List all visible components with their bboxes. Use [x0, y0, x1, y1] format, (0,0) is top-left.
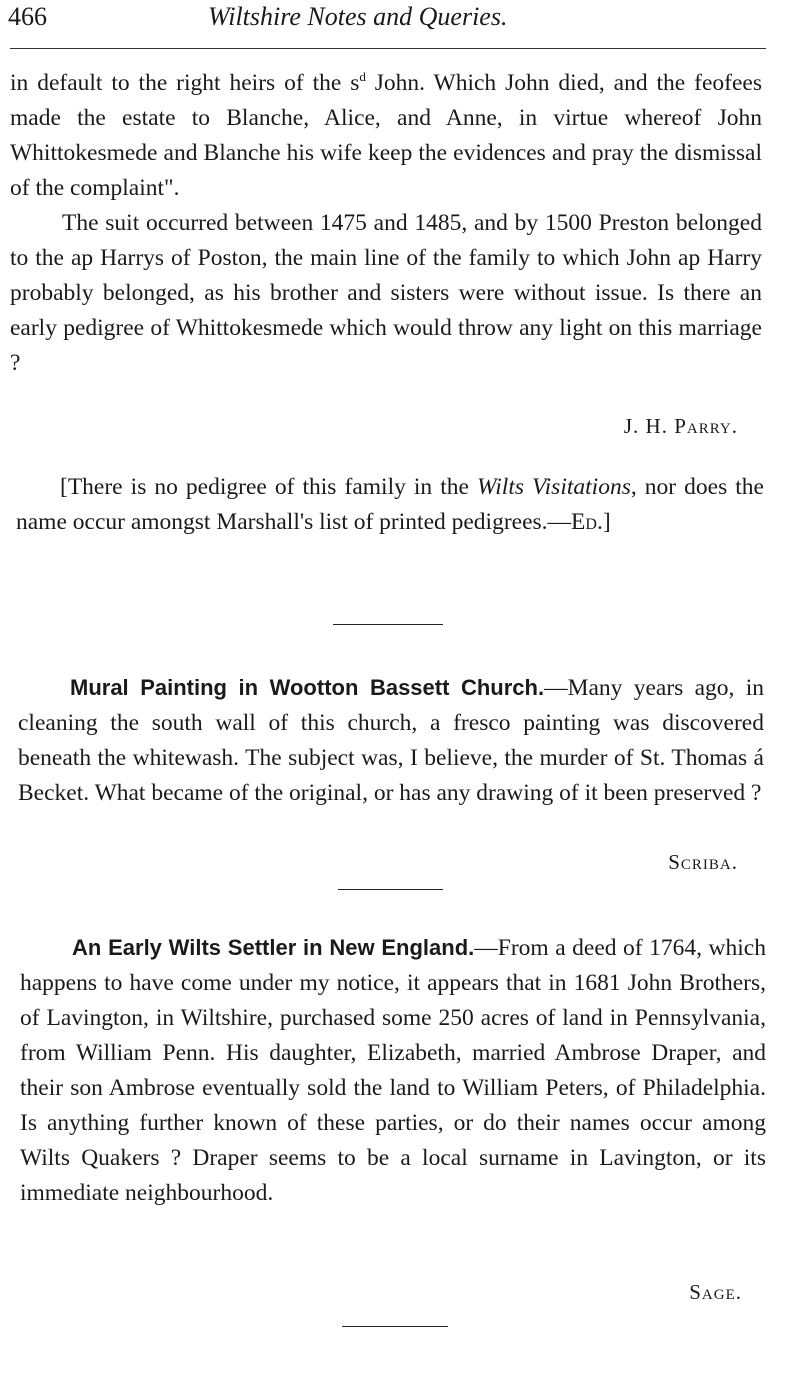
signature-scriba: Scriba. — [668, 850, 738, 874]
signature-sage: Sage. — [689, 1280, 742, 1304]
section-heading: An Early Wilts Settler in New England. — [72, 935, 475, 960]
section-body: —From a deed of 1764, which happens to have come under my notice, it appears that in 1681 John Brothers, of Lavington, in Wiltshire, purchased some 250 acres of land in Pennsylvania, from William Penn. His daughter, Elizabeth, married Ambrose Draper, and their son Ambrose eventually sold the land to William Peters, of Philadelphia. Is anything further known of these parties, or do their names occur among Wilts Quakers ? Draper seems to be a local surname in Lavington, or its immediate neighbourhood. — [20, 935, 766, 1206]
paragraph-suit: The suit occurred between 1475 and 1485, and by 1500 Preston belonged to the ap Harrys of Poston, the main line of the family to which John ap Harry probably belonged, as his brother and sisters were without issue. Is there an early pedigree of Whittokesmede which would throw any light on this marriage ? — [10, 210, 762, 376]
text-run: in default to the right heirs of the s — [10, 70, 360, 96]
paragraph-continuation — [10, 66, 762, 206]
editor-note — [16, 470, 764, 540]
section-divider — [338, 889, 443, 890]
section-divider — [333, 624, 443, 625]
section-heading: Mural Painting in Wootton Bassett Church. — [70, 675, 545, 700]
text-run: [There is no pedigree of this family in the — [60, 474, 477, 500]
signature-parry: J. H. Parry. — [623, 414, 738, 438]
paragraph-mural-painting — [18, 670, 764, 811]
text-run: ] — [602, 509, 611, 535]
editor-abbrev: Ed. — [571, 509, 603, 535]
italic-title: Wilts Visitations — [476, 474, 631, 500]
header-rule — [10, 48, 766, 49]
superscript: d — [359, 69, 366, 85]
text-run: John. Which John died, and the feofees made the estate to Blanche, Alice, and Anne, in virtue whereof John Whittokesmede and Blanche his wife keep the evidences and pray the dismissal of the complaint". — [10, 70, 762, 201]
paragraph-early-settler — [20, 930, 766, 1211]
page-header — [8, 2, 768, 42]
page-number: 466 — [8, 2, 47, 31]
running-title: Wiltshire Notes and Queries. — [208, 2, 508, 31]
section-divider — [342, 1326, 448, 1327]
text-run: , nor does the name occur amongst Marshall's list of printed pedigrees.— — [16, 474, 764, 535]
section-body: —Many years ago, in cleaning the south wall of this church, a fresco painting was discovered beneath the whitewash. The subject was, I believe, the murder of St. Thomas á Becket. What became of the original, or has any drawing of it been preserved ? — [18, 675, 764, 806]
